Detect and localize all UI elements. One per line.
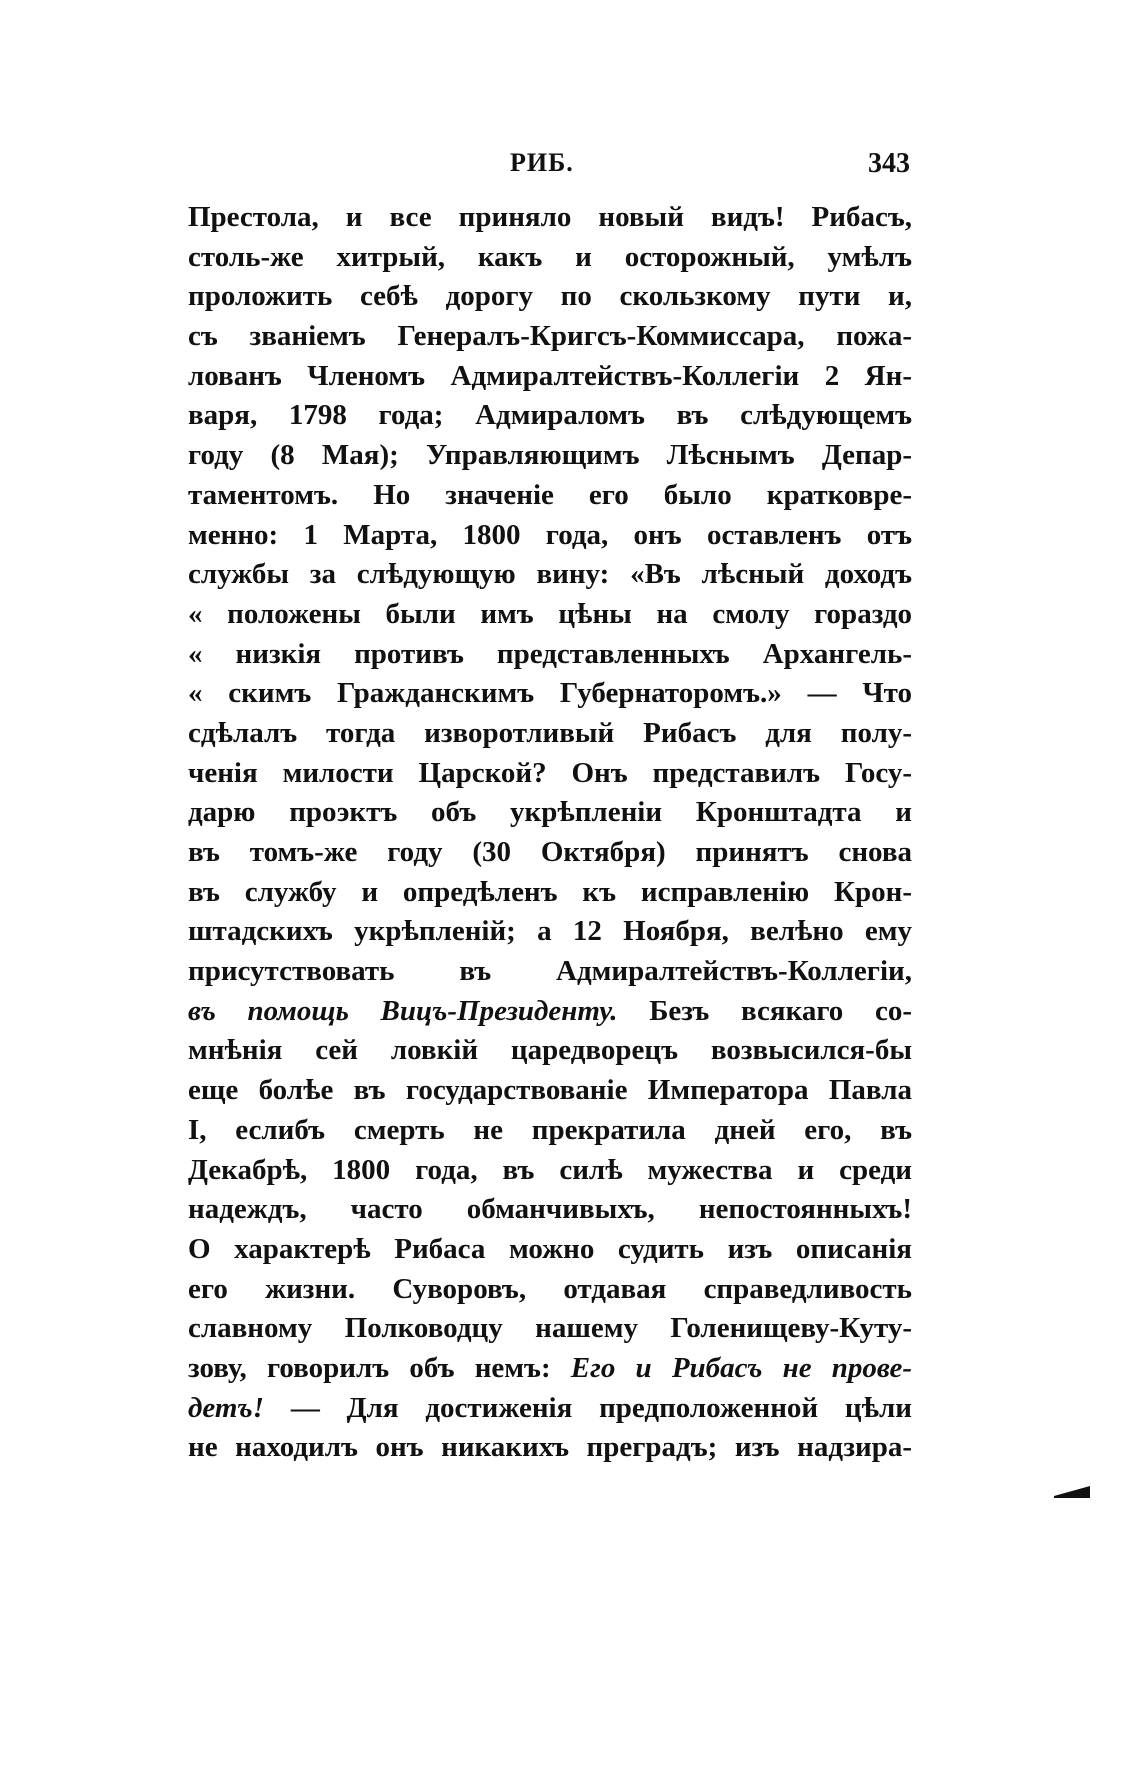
text-line bbox=[188, 992, 912, 1032]
text-line: въ томъ-же году (30 Октября) принятъ снова bbox=[188, 836, 912, 868]
text-line: столь-же хитрый, какъ и осторожный, умѣлъ bbox=[188, 240, 912, 273]
quote-line bbox=[188, 674, 912, 714]
text-line: ченія милости Царской? Онъ представилъ Госу- bbox=[188, 756, 912, 789]
page-number: 343 bbox=[868, 148, 910, 179]
text-line: мнѣнія сей ловкій царедворецъ возвысился-бы bbox=[188, 1034, 912, 1067]
text-line: проложить себѣ дорогу по скользкому пути и, bbox=[188, 280, 912, 313]
text-line: I, еслибъ смерть не прекратила дней его, въ bbox=[188, 1113, 912, 1146]
text-line: его жизни. Суворовъ, отдавая справедливость bbox=[188, 1272, 912, 1305]
text-line: надеждъ, часто обманчивыхъ, непостоянныхъ! bbox=[188, 1193, 912, 1226]
quote-line: « низкія противъ представленныхъ Архангель- bbox=[188, 637, 912, 670]
text-line: О характерѣ Рибаса можно судить изъ описанія bbox=[188, 1232, 912, 1265]
text-line: въ службу и опредѣленъ къ исправленію Крон- bbox=[188, 875, 912, 908]
text-line: Престола, и все приняло новый видъ! Рибасъ, bbox=[188, 201, 912, 233]
running-head: РИБ. bbox=[510, 148, 574, 177]
text-line bbox=[188, 1389, 912, 1429]
text-line: таментомъ. Но значеніе его было кратковре- bbox=[188, 478, 912, 511]
text-line: сдѣлалъ тогда изворотливый Рибасъ для полу- bbox=[188, 716, 912, 749]
italic-quote: детъ! bbox=[188, 1391, 264, 1424]
text-line: присутствовать въ Адмиралтействъ-Коллегіи, bbox=[188, 955, 912, 988]
text-line: варя, 1798 года; Адмираломъ въ слѣдующемъ bbox=[188, 399, 912, 432]
italic-phrase: въ помощь Вицъ-Президенту. bbox=[188, 994, 618, 1027]
body-text bbox=[188, 198, 912, 1468]
text-line: дарю проэктъ объ укрѣпленіи Кронштадта и bbox=[188, 796, 912, 829]
text-segment: — Для достиженія предположенной цѣли bbox=[290, 1391, 912, 1424]
text-line: службы за слѣдующую вину: «Въ лѣсный доходъ bbox=[188, 558, 912, 591]
text-line: съ званіемъ Генералъ-Кригсъ-Коммиссара, пожа- bbox=[188, 320, 912, 353]
italic-quote: Его и Рибасъ не прове- bbox=[570, 1351, 912, 1384]
quote-end: « скимъ Гражданскимъ Губернаторомъ.» bbox=[188, 677, 782, 710]
printer-mark-icon bbox=[1054, 1484, 1090, 1498]
text-line: славному Полководцу нашему Голенищеву-Куту- bbox=[188, 1312, 912, 1345]
page-header bbox=[190, 148, 910, 188]
quote-line: « положены были имъ цѣны на смолу гораздо bbox=[188, 597, 912, 630]
text-line: Декабрѣ, 1800 года, въ силѣ мужества и среди bbox=[188, 1153, 912, 1186]
text-line: лованъ Членомъ Адмиралтействъ-Коллегіи 2 Ян- bbox=[188, 359, 912, 392]
text-line bbox=[188, 1349, 912, 1389]
text-segment: Безъ всякаго со- bbox=[649, 994, 912, 1027]
text-line: году (8 Мая); Управляющимъ Лѣснымъ Депар- bbox=[188, 439, 912, 472]
text-segment: зову, говорилъ объ немъ: bbox=[188, 1351, 551, 1384]
text-line: не находилъ онъ никакихъ преградъ; изъ надзира- bbox=[188, 1431, 912, 1464]
text-line: менно: 1 Марта, 1800 года, онъ оставленъ отъ bbox=[188, 518, 912, 551]
text-line: штадскихъ укрѣпленій; а 12 Ноября, велѣно ему bbox=[188, 915, 912, 948]
text-segment: — Что bbox=[807, 677, 912, 710]
text-line: еще болѣе въ государствованіе Императора Павла bbox=[188, 1074, 912, 1107]
